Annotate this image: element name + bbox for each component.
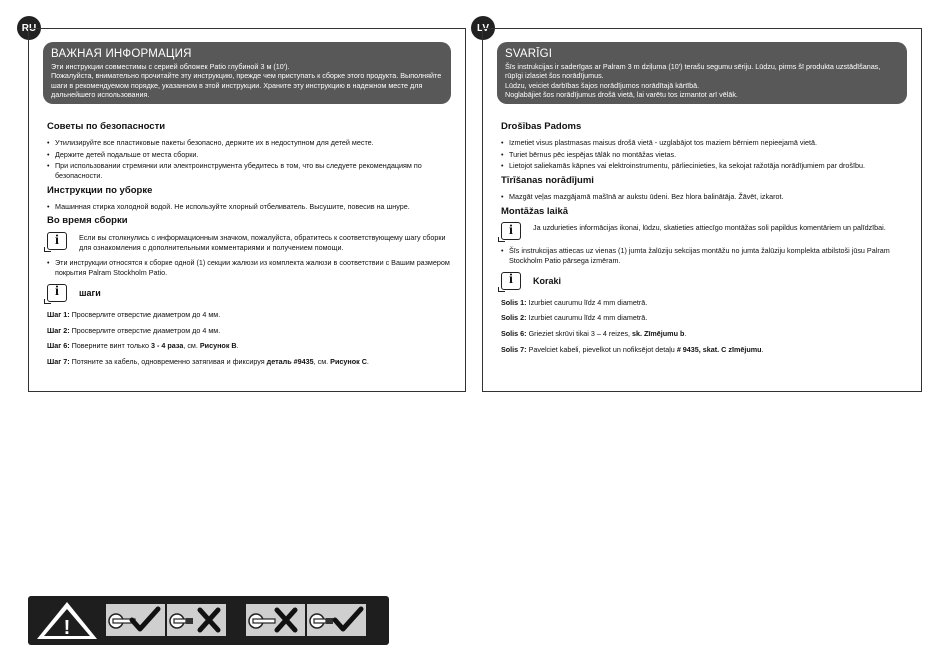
list-item: • Mazgāt veļas mazgājamā mašīnā ar aukstu ūdeni. Bez hlora balinātāja. Žāvēt, izkarot. xyxy=(501,192,907,202)
step-1 xyxy=(501,298,907,308)
step-text: , см. xyxy=(183,341,200,351)
step-emphasis: 3 - 4 раза xyxy=(151,341,184,351)
step-text: Pavelciet kabeli, pievelkot un nofiksējot detaļu xyxy=(526,344,677,354)
info-text: Ja uzdurieties informācijas ikonai, lūdzu, skatieties attiecīgo montāžas soli papildus komentāriem un palīdzībai. xyxy=(533,223,886,233)
step-label: Шаг 1: xyxy=(47,309,70,319)
panel-body xyxy=(501,117,907,361)
important-box xyxy=(43,42,451,104)
panel-body xyxy=(47,117,451,373)
important-line: Lūdzu, veiciet darbības šajos norādījumos norādītajā kārtībā. xyxy=(505,80,700,90)
important-line: Эти инструкции совместимы с серией обложек Patio глубиной 3 м (10'). xyxy=(51,62,290,71)
step-text: . xyxy=(366,357,369,367)
list-item: • Šīs instrukcijas attiecas uz vienas (1) jumta žalūziju sekcijas montāžu no jumta žalūziju komplekta atbilstoši jūsu Palram Stockholm Patio pārsega izmēram. xyxy=(501,246,907,265)
warning-triangle-icon xyxy=(34,600,100,641)
important-title: ВАЖНАЯ ИНФОРМАЦИЯ xyxy=(51,48,192,60)
safety-title: Советы по безопасности xyxy=(47,121,166,132)
steps-header xyxy=(501,272,907,290)
screw-correct-icon xyxy=(106,604,165,636)
step-emphasis: деталь #9435 xyxy=(266,357,314,367)
important-line: Noglabājiet šos norādījumus drošā vietā, lai varētu tos izmantot arī vēlāk. xyxy=(505,90,738,100)
step-label: Шаг 2: xyxy=(47,325,70,335)
important-box xyxy=(497,42,907,104)
step-text: Просверлите отверстие диаметром до 4 мм. xyxy=(69,325,221,335)
step-6 xyxy=(501,329,907,339)
step-label: Solis 1: xyxy=(501,297,527,307)
step-label: Solis 7: xyxy=(501,344,527,354)
steps-header xyxy=(47,284,451,302)
step-text: Просверлите отверстие диаметром до 4 мм. xyxy=(69,309,221,319)
info-note xyxy=(47,232,451,252)
safety-title: Drošības Padoms xyxy=(501,121,582,132)
screw-incorrect-icon xyxy=(246,604,305,636)
list-item: • Утилизируйте все пластиковые пакеты безопасно, держите их в недоступном для детей месте. xyxy=(47,138,451,148)
screw-incorrect-icon xyxy=(167,604,226,636)
info-text: Если вы столкнулись с информационным значком, пожалуйста, обратитесь к соответствующему шагу сборки для ознакомления с дополнительными комментариями и получением помощи. xyxy=(79,233,446,252)
info-icon: i xyxy=(501,222,521,240)
important-line: Пожалуйста, внимательно прочитайте эту инструкцию, прежде чем приступать к сборке этого продукта. Выполняйте шаги в рекомендуемом порядке, указанном в этой инструкции. Храните эту инструкцию в надежном месте для дальнейшего использования. xyxy=(51,71,442,100)
steps-label: шаги xyxy=(79,287,101,298)
assembly-list xyxy=(501,246,907,265)
screw-correct-icon xyxy=(307,604,366,636)
step-label: Шаг 7: xyxy=(47,357,70,367)
assembly-title: Во время сборки xyxy=(47,215,128,227)
cleaning-list xyxy=(501,192,907,202)
info-note xyxy=(501,222,907,240)
step-figure-ref: # 9435, skat. C zīmējumu xyxy=(676,344,762,354)
step-6 xyxy=(47,341,451,351)
assembly-title: Montāžas laikā xyxy=(501,205,569,217)
step-figure-ref: Рисунок C xyxy=(330,357,367,367)
step-label: Шаг 6: xyxy=(47,341,70,351)
step-figure-ref: sk. Zīmējumu b xyxy=(632,329,685,339)
panel-ru xyxy=(28,28,466,392)
panel-lv xyxy=(482,28,922,392)
info-icon: i xyxy=(47,284,67,302)
list-item: • Машинная стирка холодной водой. Не используйте хлорный отбеливатель. Высушите, повесив на шнуре. xyxy=(47,202,451,212)
step-text: . xyxy=(761,344,764,354)
step-text: . xyxy=(684,329,687,339)
safety-list xyxy=(47,138,451,181)
svg-text:!: ! xyxy=(63,617,71,639)
step-label: Solis 6: xyxy=(501,329,527,339)
important-title: SVARĪGI xyxy=(505,48,553,60)
step-2 xyxy=(47,326,451,336)
step-text: Потяните за кабель, одновременно затягивая и фиксируя xyxy=(69,357,267,367)
step-text: Поверните винт только xyxy=(69,341,151,351)
step-label: Solis 2: xyxy=(501,313,527,323)
step-7 xyxy=(501,345,907,355)
list-item: • Lietojot saliekamās kāpnes vai elektroinstrumentu, pārliecinieties, ka sekojat ražotāja norādījumiem par drošību. xyxy=(501,161,907,171)
list-item: • При использовании стремянки или электроинструмента убедитесь в том, что вы следуете рекомендациям по безопасности. xyxy=(47,161,451,180)
assembly-list xyxy=(47,258,451,277)
steps-label: Koraki xyxy=(533,275,562,286)
list-item: • Держите детей подальше от места сборки. xyxy=(47,150,451,160)
step-text: Izurbiet caurumu līdz 4 mm diametrā. xyxy=(526,313,648,323)
cleaning-title: Инструкции по уборке xyxy=(47,184,153,196)
info-icon: i xyxy=(501,272,521,290)
step-text: , см. xyxy=(313,357,331,367)
important-line: Šīs instrukcijas ir saderīgas ar Palram 3 m dziļuma (10') terašu segumu sēriju. Lūdzu, pirms šī produkta uzstādīšanas, rūpīgi izlasiet šos norādījumus. xyxy=(505,62,881,81)
info-icon: i xyxy=(47,232,67,250)
list-item: • Izmetiet visus plastmasas maisus drošā vietā - uzglabājot tos maziem bērniem nepieejamā vietā. xyxy=(501,138,907,148)
step-figure-ref: Рисунок B xyxy=(199,341,237,351)
step-text: . xyxy=(236,341,239,351)
language-badge-lv: LV xyxy=(471,16,495,40)
safety-list xyxy=(501,138,907,171)
language-badge-ru: RU xyxy=(17,16,41,40)
step-text: Izurbiet caurumu līdz 4 mm diametrā. xyxy=(526,297,648,307)
step-7 xyxy=(47,357,451,367)
list-item: • Turiet bērnus pēc iespējas tālāk no montāžas vietas. xyxy=(501,150,907,160)
step-text: Grieziet skrūvi tikai 3 – 4 reizes, xyxy=(526,329,633,339)
cleaning-list xyxy=(47,202,451,212)
list-item: • Эти инструкции относятся к сборке одной (1) секции жалюзи из комплекта жалюзи в соответствии с Вашим размером покрытия Palram Stockholm Patio. xyxy=(47,258,451,277)
cleaning-title: Tīrīšanas norādījumi xyxy=(501,174,594,186)
step-1 xyxy=(47,310,451,320)
step-2 xyxy=(501,313,907,323)
warning-strip xyxy=(28,596,389,645)
